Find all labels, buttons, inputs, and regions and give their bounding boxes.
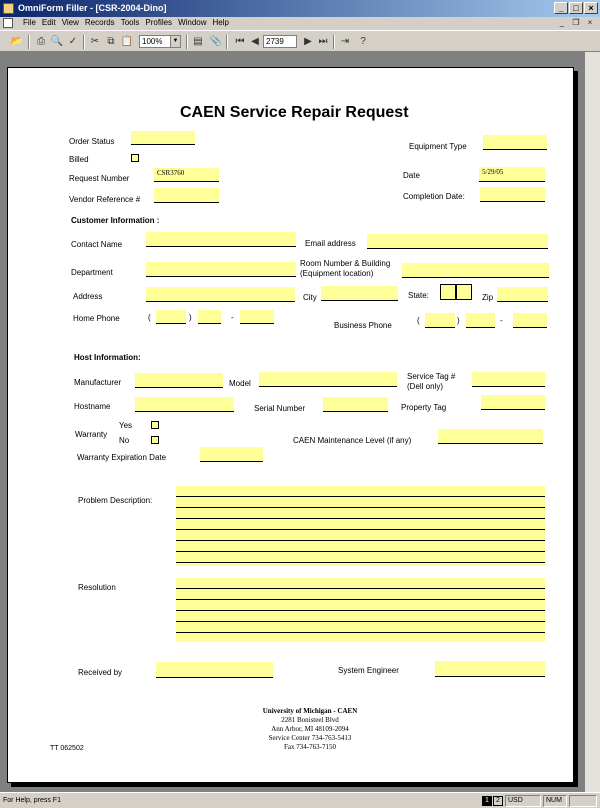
received-by-field[interactable] xyxy=(156,662,273,678)
minimize-button[interactable]: _ xyxy=(554,2,568,14)
home-phone-dash: - xyxy=(231,313,234,322)
warranty-yes-checkbox[interactable] xyxy=(151,421,159,429)
property-tag-label: Property Tag xyxy=(401,403,447,412)
app-icon[interactable] xyxy=(3,3,14,14)
business-phone-close-paren: ) xyxy=(457,316,460,325)
state-char-2[interactable] xyxy=(456,284,472,300)
home-phone-close-paren: ) xyxy=(189,313,192,322)
contact-name-field[interactable] xyxy=(146,232,296,247)
billed-checkbox[interactable] xyxy=(131,154,139,162)
status-bar xyxy=(0,792,600,808)
equipment-location-label: (Equipment location) xyxy=(300,269,374,278)
maximize-button[interactable]: □ xyxy=(569,2,583,14)
received-by-label: Received by xyxy=(78,668,123,677)
manufacturer-label: Manufacturer xyxy=(74,378,122,387)
toolbar-separator xyxy=(333,35,335,49)
address-label: Address xyxy=(73,292,103,301)
resolution-field[interactable] xyxy=(176,578,545,642)
date-label: Date xyxy=(403,171,420,180)
open-icon[interactable]: 📂 xyxy=(10,36,24,47)
home-phone-area-code[interactable] xyxy=(156,310,186,324)
menu-view[interactable]: View xyxy=(61,18,79,27)
maintenance-level-field[interactable] xyxy=(438,429,543,444)
service-tag-field[interactable] xyxy=(472,372,545,387)
maintenance-level-label: CAEN Maintenance Level (if any) xyxy=(293,436,412,445)
room-building-field[interactable] xyxy=(402,263,549,278)
vertical-scrollbar[interactable] xyxy=(585,52,600,792)
model-field[interactable] xyxy=(259,372,397,387)
equipment-type-label: Equipment Type xyxy=(409,142,467,151)
service-tag-label: Service Tag # xyxy=(407,372,456,381)
home-phone-open-paren: ( xyxy=(148,313,151,322)
next-record-icon[interactable]: ▶ xyxy=(304,36,312,47)
resolution-label: Resolution xyxy=(78,583,116,592)
menu-help[interactable]: Help xyxy=(212,18,229,27)
chevron-down-icon[interactable]: ▼ xyxy=(170,36,180,47)
print-preview-icon[interactable]: 🔍 xyxy=(50,36,64,47)
manufacturer-field[interactable] xyxy=(135,373,223,388)
dell-only-label: (Dell only) xyxy=(407,382,444,391)
copy-icon[interactable]: ⧉ xyxy=(107,36,115,47)
context-help-icon[interactable]: ? xyxy=(360,36,366,47)
menu-file[interactable]: File xyxy=(23,18,36,27)
warranty-yes-label: Yes xyxy=(119,421,133,430)
form-icon[interactable]: ▤ xyxy=(193,36,203,47)
document-icon[interactable] xyxy=(3,18,13,28)
zip-label: Zip xyxy=(482,293,494,302)
business-phone-label: Business Phone xyxy=(334,321,392,330)
zoom-select[interactable] xyxy=(139,35,181,48)
menu-edit[interactable]: Edit xyxy=(41,18,56,27)
zip-field[interactable] xyxy=(497,287,548,302)
vendor-reference-field[interactable] xyxy=(154,188,219,203)
customer-information-heading: Customer Information : xyxy=(71,216,160,225)
email-label: Email address xyxy=(305,239,356,248)
menu-tools[interactable]: Tools xyxy=(120,18,140,27)
title-bar xyxy=(0,0,600,17)
vendor-reference-label: Vendor Reference # xyxy=(69,195,141,204)
serial-number-field[interactable] xyxy=(323,397,388,412)
status-help-text: For Help, press F1 xyxy=(3,797,61,804)
business-phone-area-code[interactable] xyxy=(425,313,455,328)
toolbar-separator xyxy=(186,35,188,49)
warranty-label: Warranty xyxy=(75,430,108,439)
problem-description-field[interactable] xyxy=(176,486,545,566)
doc-restore-button[interactable]: ❐ xyxy=(572,18,580,27)
property-tag-field[interactable] xyxy=(481,395,545,410)
business-phone-prefix[interactable] xyxy=(466,313,495,328)
state-char-1[interactable] xyxy=(440,284,456,300)
hostname-label: Hostname xyxy=(74,402,111,411)
zoom-value: 100% xyxy=(142,37,163,46)
toolbar-separator xyxy=(83,35,85,49)
model-label: Model xyxy=(229,379,251,388)
window-title: OmniForm Filler - [CSR-2004-Dino] xyxy=(18,3,167,13)
state-label: State: xyxy=(408,291,429,300)
num-lock-indicator: NUM xyxy=(543,795,567,807)
warranty-expiration-label: Warranty Expiration Date xyxy=(77,453,167,462)
form-title: CAEN Service Repair Request xyxy=(180,104,409,121)
footer-address xyxy=(240,707,380,752)
footer-line-1: University of Michigan - CAEN xyxy=(262,707,358,715)
usd-indicator: USD xyxy=(505,795,541,807)
billed-label: Billed xyxy=(69,155,89,164)
first-record-icon[interactable]: ⏮ xyxy=(235,36,245,47)
equipment-type-field[interactable] xyxy=(483,135,547,150)
menu-records[interactable]: Records xyxy=(84,18,115,27)
menu-bar xyxy=(0,17,600,30)
menu-window[interactable]: Window xyxy=(178,18,207,27)
footer-line-5: Fax 734-763-7150 xyxy=(284,743,336,751)
completion-date-label: Completion Date: xyxy=(403,192,465,201)
serial-number-label: Serial Number xyxy=(254,404,306,413)
order-status-label: Order Status xyxy=(69,137,115,146)
hostname-field[interactable] xyxy=(135,397,234,412)
record-number-input[interactable]: 2739 xyxy=(263,35,297,48)
previous-record-icon[interactable]: ◀ xyxy=(251,36,259,47)
spell-check-icon[interactable]: ✓ xyxy=(68,36,78,47)
page-1-indicator[interactable]: 1 xyxy=(482,796,492,806)
city-label: City xyxy=(303,293,317,302)
status-panel xyxy=(569,795,597,807)
footer-line-4: Service Center 734-763-5413 xyxy=(268,734,352,742)
page-2-indicator[interactable]: 2 xyxy=(493,796,503,806)
toolbar xyxy=(0,30,600,52)
address-field[interactable] xyxy=(146,287,295,302)
home-phone-label: Home Phone xyxy=(73,314,120,323)
new-record-icon[interactable]: ⇥ xyxy=(340,36,350,47)
warranty-no-checkbox[interactable] xyxy=(151,436,159,444)
email-field[interactable] xyxy=(367,234,548,249)
request-number-field[interactable]: CSR3760 xyxy=(154,168,219,182)
business-phone-open-paren: ( xyxy=(417,316,420,325)
home-phone-line[interactable] xyxy=(240,310,274,324)
problem-description-label: Problem Description: xyxy=(78,496,153,505)
toolbar-separator xyxy=(28,35,30,49)
doc-minimize-button[interactable]: _ xyxy=(559,18,565,27)
host-information-heading: Host Information: xyxy=(74,353,141,362)
system-engineer-field[interactable] xyxy=(435,661,545,677)
attachment-icon[interactable]: 📎 xyxy=(209,36,223,47)
date-field[interactable]: 5/29/05 xyxy=(479,167,545,182)
doc-close-button[interactable]: × xyxy=(587,18,593,27)
home-phone-prefix[interactable] xyxy=(198,310,221,324)
department-label: Department xyxy=(71,268,113,277)
contact-name-label: Contact Name xyxy=(71,240,123,249)
request-number-label: Request Number xyxy=(69,174,130,183)
business-phone-line[interactable] xyxy=(513,313,547,328)
warranty-no-label: No xyxy=(119,436,130,445)
city-field[interactable] xyxy=(321,286,398,301)
footer-line-3: Ann Arbor, MI 48109-2094 xyxy=(271,725,349,733)
order-status-field[interactable] xyxy=(131,131,195,145)
last-record-icon[interactable]: ⏭ xyxy=(318,36,328,47)
business-phone-dash: - xyxy=(500,316,503,325)
room-building-label: Room Number & Building xyxy=(300,259,391,268)
footer-line-2: 2281 Bonisteel Blvd xyxy=(281,716,339,724)
system-engineer-label: System Engineer xyxy=(338,666,399,675)
document-id: TT 062502 xyxy=(50,745,84,752)
paste-icon[interactable]: 📋 xyxy=(120,36,134,47)
print-icon[interactable]: ⎙ xyxy=(37,36,45,47)
warranty-expiration-field[interactable] xyxy=(200,447,263,462)
close-button[interactable]: × xyxy=(584,2,598,14)
toolbar-separator xyxy=(226,35,228,49)
cut-icon[interactable]: ✂ xyxy=(90,36,100,47)
department-field[interactable] xyxy=(146,262,296,277)
menu-profiles[interactable]: Profiles xyxy=(145,18,173,27)
completion-date-field[interactable] xyxy=(480,187,545,202)
